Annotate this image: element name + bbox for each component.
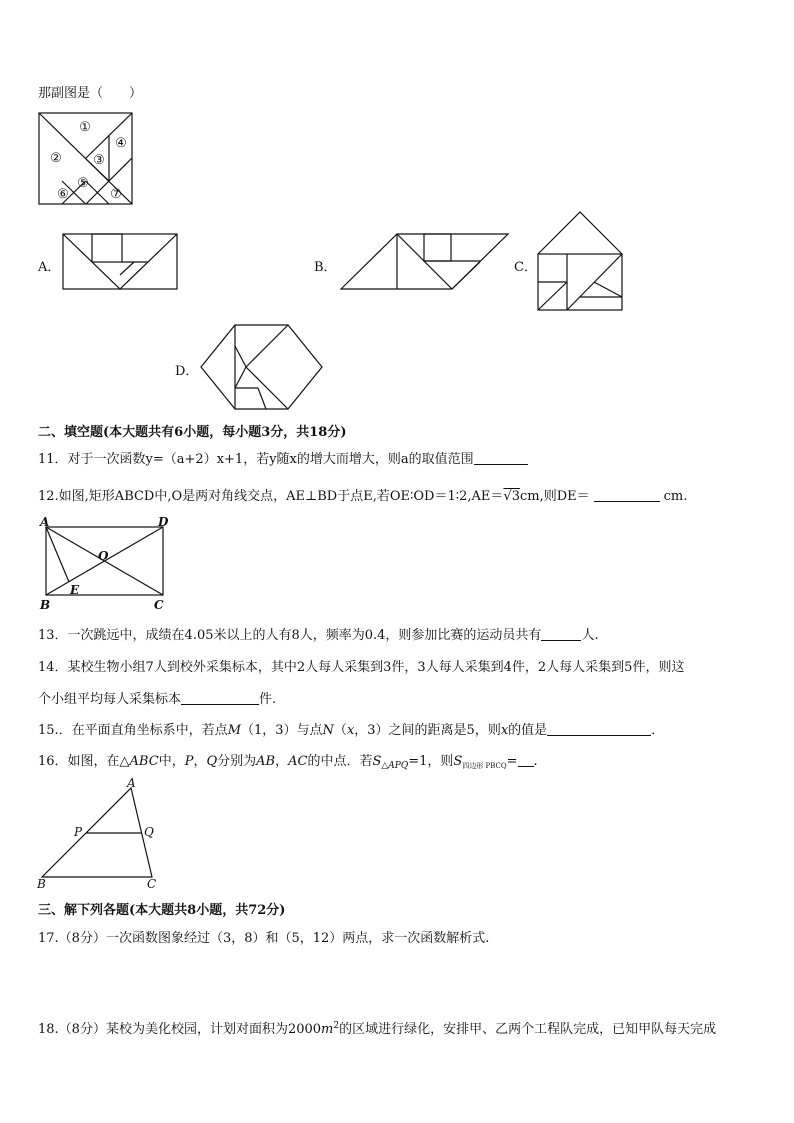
tangram-label-5: ⑤ bbox=[77, 176, 89, 191]
question-18: 18.（8分）某校为美化校园，计划对面积为$2000m^2$的区域进行绿化，安排甲、乙两个工程队完成，已知甲队每天完成 bbox=[38, 1021, 717, 1037]
answer-blank-16[interactable] bbox=[518, 754, 534, 767]
question-13: 13．一次跳远中，成绩在4.05米以上的人有8人，频率为0.4，则参加比赛的运动员共有 人. bbox=[38, 628, 599, 643]
rect-label-b: B bbox=[40, 598, 51, 612]
tangram-label-1: ① bbox=[79, 120, 91, 135]
answer-blank-11[interactable] bbox=[474, 452, 528, 465]
triangle-abc-figure bbox=[34, 776, 162, 892]
answer-blank-15[interactable] bbox=[547, 723, 651, 736]
tri-label-b: B bbox=[37, 877, 46, 891]
question-17: 17.（8分）一次函数图象经过（3，8）和（5，12）两点，求一次函数解析式. bbox=[38, 931, 490, 946]
section-2-heading: 二、填空题(本大题共有6小题，每小题3分，共18分) bbox=[38, 425, 347, 440]
tri-label-p: P bbox=[74, 825, 83, 839]
question-12: 12.如图,矩形ABCD中,O是两对角线交点，AE⊥BD于点E,若OE∶OD＝1∶2,AE＝√3cm,则DE＝ cm. bbox=[38, 489, 688, 504]
rect-label-o: O bbox=[98, 549, 109, 563]
answer-blank-12[interactable] bbox=[594, 489, 660, 502]
tangram-figure bbox=[38, 112, 134, 206]
question-10-tail: 那副图是（ ） bbox=[38, 86, 143, 101]
answer-blank-14[interactable] bbox=[181, 692, 259, 705]
rect-label-a: A bbox=[40, 516, 50, 529]
option-b-figure[interactable] bbox=[340, 231, 510, 291]
question-14-line-1: 14．某校生物小组7人到校外采集标本，其中2人每人采集到3件，3人每人采集到4件，2人每人采集到5件，则这 bbox=[38, 660, 685, 675]
tangram-label-4: ④ bbox=[115, 136, 127, 151]
section-3-heading: 三、解下列各题(本大题共8小题，共72分) bbox=[38, 903, 286, 918]
question-15: 15.．在平面直角坐标系中，若点M（1，3）与点N（x，3）之间的距离是5，则x的值是 ． bbox=[38, 723, 665, 738]
option-d-figure[interactable] bbox=[200, 323, 324, 411]
tri-label-c: C bbox=[147, 877, 157, 891]
answer-blank-13[interactable] bbox=[541, 628, 581, 641]
question-14-line-2: 个小组平均每人采集标本 件. bbox=[38, 692, 277, 707]
tangram-label-3: ③ bbox=[93, 153, 105, 168]
tangram-label-2: ② bbox=[50, 151, 62, 166]
tangram-label-7: ⑦ bbox=[110, 187, 122, 202]
rect-label-c: C bbox=[154, 598, 164, 612]
rectangle-abcd-figure bbox=[38, 516, 172, 612]
tri-label-q: Q bbox=[144, 825, 154, 839]
question-16: 16．如图，在△ABC中，P，Q分别为AB，AC的中点．若$S_{\triangle APQ}=1$，则$S_{四边形 PBCQ}=$ . bbox=[38, 754, 538, 771]
option-a-figure[interactable] bbox=[62, 231, 178, 291]
rect-label-e: E bbox=[70, 583, 80, 597]
tri-label-a: A bbox=[127, 776, 136, 790]
option-a-label[interactable]: A． bbox=[38, 260, 61, 275]
option-d-label[interactable]: D． bbox=[175, 364, 199, 379]
option-b-label[interactable]: B． bbox=[314, 260, 337, 275]
rect-label-d: D bbox=[158, 516, 169, 529]
option-c-label[interactable]: C． bbox=[514, 260, 537, 275]
tangram-label-6: ⑥ bbox=[57, 187, 69, 202]
option-c-figure[interactable] bbox=[537, 210, 625, 312]
question-11: 11．对于一次函数y=（a+2）x+1，若y随x的增大而增大，则a的取值范围 bbox=[38, 448, 528, 467]
